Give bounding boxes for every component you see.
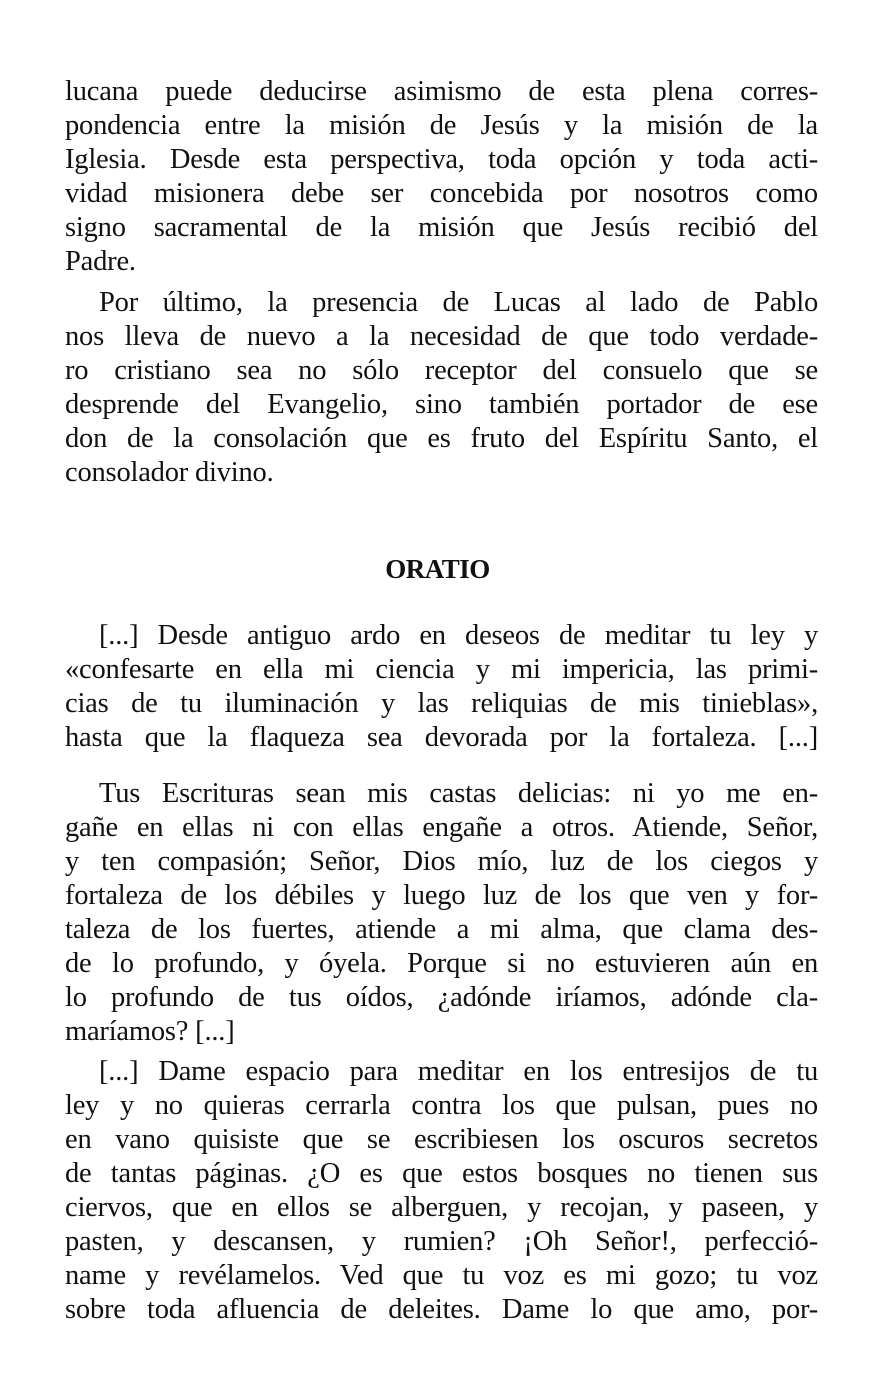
text-line: «confesarte en ella mi ciencia y mi impericia, las primi-	[65, 654, 818, 685]
text-line: maríamos? [...]	[65, 1016, 235, 1047]
text-line: vidad misionera debe ser concebida por nosotros como	[65, 178, 818, 209]
text-line: de lo profundo, y óyela. Porque si no estuvieren aún en	[65, 948, 818, 979]
text-line: lo profundo de tus oídos, ¿adónde iríamos, adónde cla-	[65, 982, 818, 1013]
text-line: ro cristiano sea no sólo receptor del consuelo que se	[65, 355, 818, 386]
text-line: [...] Dame espacio para meditar en los entresijos de tu	[99, 1056, 818, 1087]
text-line: desprende del Evangelio, sino también portador de ese	[65, 389, 818, 420]
text-line: ciervos, que en ellos se alberguen, y recojan, y paseen, y	[65, 1192, 818, 1223]
text-line: Por último, la presencia de Lucas al lado de Pablo	[99, 287, 818, 318]
text-line: Padre.	[65, 246, 136, 277]
text-line: consolador divino.	[65, 457, 274, 488]
text-line: fortaleza de los débiles y luego luz de los que ven y for-	[65, 880, 818, 911]
text-line: cias de tu iluminación y las reliquias de mis tinieblas»,	[65, 688, 818, 719]
text-line: signo sacramental de la misión que Jesús recibió del	[65, 212, 818, 243]
text-line: de tantas páginas. ¿O es que estos bosques no tienen sus	[65, 1158, 818, 1189]
text-line: taleza de los fuertes, atiende a mi alma, que clama des-	[65, 914, 818, 945]
text-line: name y revélamelos. Ved que tu voz es mi gozo; tu voz	[65, 1260, 818, 1291]
text-line: gañe en ellas ni con ellas engañe a otros. Atiende, Señor,	[65, 812, 818, 843]
text-line: [...] Desde antiguo ardo en deseos de meditar tu ley y	[99, 620, 818, 651]
text-line: ley y no quieras cerrarla contra los que pulsan, pues no	[65, 1090, 818, 1121]
text-line: lucana puede deducirse asimismo de esta plena corres-	[65, 76, 818, 107]
text-line: pasten, y descansen, y rumien? ¡Oh Señor!, perfecció-	[65, 1226, 818, 1257]
text-line: Iglesia. Desde esta perspectiva, toda opción y toda acti-	[65, 144, 818, 175]
text-line: don de la consolación que es fruto del Espíritu Santo, el	[65, 423, 818, 454]
section-heading: ORATIO	[385, 554, 490, 584]
text-line: y ten compasión; Señor, Dios mío, luz de los ciegos y	[65, 846, 818, 877]
text-line: Tus Escrituras sean mis castas delicias: ni yo me en-	[99, 778, 818, 809]
text-line: pondencia entre la misión de Jesús y la misión de la	[65, 110, 818, 141]
text-line: hasta que la flaqueza sea devorada por la fortaleza. [...]	[65, 722, 818, 753]
text-line: en vano quisiste que se escribiesen los oscuros secretos	[65, 1124, 818, 1155]
text-line: sobre toda afluencia de deleites. Dame lo que amo, por-	[65, 1294, 818, 1325]
text-line: nos lleva de nuevo a la necesidad de que todo verdade-	[65, 321, 818, 352]
